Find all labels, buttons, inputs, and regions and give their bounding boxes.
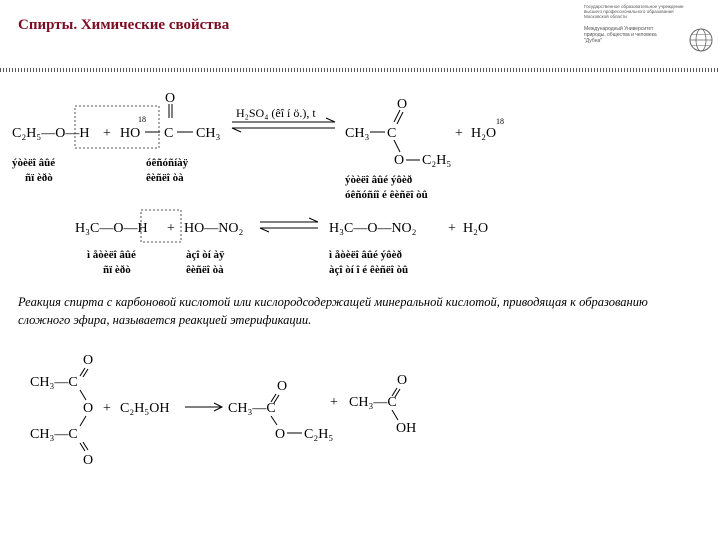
- acid-carbon: C: [164, 126, 174, 141]
- acid-name-label: êèñëî òà: [146, 172, 184, 184]
- acid-name-label: àçî òí àÿ: [186, 249, 225, 261]
- ester-name-label: àçî òí î é êèñëî òû: [329, 264, 409, 276]
- methyl-nitrate-formula: H₃C—O—NO₂: [329, 221, 417, 236]
- oxygen-isotope-label: 18: [138, 115, 146, 124]
- reaction-methanol-nitric: [75, 210, 488, 276]
- logo-line: Государственное образовательное учреждение: [584, 4, 684, 9]
- arrow-head: [326, 118, 335, 122]
- bond-line: [80, 416, 86, 426]
- acid-name-label: óêñóñíàÿ: [146, 157, 189, 169]
- reaction-condition: H₂SO₄ (êî í ö.), t: [236, 106, 316, 120]
- methanol-formula: H₃C—O—H: [75, 221, 148, 236]
- ester-name-label: óêñóñíî é êèñëî òû: [345, 189, 428, 201]
- plus-sign: +: [455, 126, 463, 141]
- water-formula: H₂O: [471, 126, 497, 141]
- bond-line: [271, 416, 277, 425]
- logo-line: Международный Университет: [584, 26, 654, 32]
- product-ethyl: C₂H₅: [422, 153, 452, 168]
- plus-sign: +: [167, 221, 175, 236]
- anhydride-top-group: CH₃—C: [30, 375, 78, 390]
- arrow-head: [260, 228, 269, 232]
- acid-methyl: CH₃: [196, 126, 221, 141]
- plus-sign: +: [103, 126, 111, 141]
- plus-sign: +: [448, 221, 456, 236]
- acetic-acid-group: CH₃—C: [349, 395, 397, 410]
- esterification-definition: Реакция спирта с карбоновой кислотой или кислородсодержащей минеральной кислотой, приводящая к образованию сложного эфира, называется реакцией этерификации.: [18, 295, 648, 327]
- ester-ethyl: C₂H₅: [304, 427, 334, 442]
- ester-acyl-group: CH₃—C: [228, 401, 276, 416]
- product-methyl: CH₃: [345, 126, 370, 141]
- reaction-ethanol-acetic: [12, 91, 504, 201]
- bond-line: [392, 410, 398, 420]
- nitric-acid-formula: HO—NO₂: [184, 221, 244, 236]
- product-carbon: C: [387, 126, 397, 141]
- logo-line: "Дубна": [584, 38, 603, 44]
- acid-carbonyl-oxygen: O: [165, 91, 176, 106]
- acid-hydroxyl: OH: [396, 421, 417, 436]
- ethanol-formula: C₂H₅—O—H: [12, 126, 90, 141]
- ester-carbonyl-oxygen: O: [277, 379, 288, 394]
- logo-line: высшего профессионального образования: [584, 9, 674, 15]
- anhydride-top-oxygen: O: [83, 353, 94, 368]
- acid-hydroxyl: HO: [120, 126, 141, 141]
- anhydride-reaction: [0, 350, 720, 530]
- alcohol-name-label: ñï èðò: [103, 264, 131, 276]
- bond-line: [80, 390, 86, 400]
- ester-name-label: ýòèëî âûé ýôèð: [345, 174, 413, 186]
- alcohol-name-label: ýòèëî âûé: [12, 157, 56, 169]
- ester-name-label: ì åòèëî âûé ýôèð: [329, 249, 403, 261]
- acid-carbonyl-oxygen: O: [397, 373, 408, 388]
- water-isotope-label: 18: [496, 117, 504, 126]
- product-ether-oxygen: O: [394, 153, 405, 168]
- ester-ether-oxygen: O: [275, 427, 286, 442]
- logo-line: природы, общества и человека: [584, 32, 657, 38]
- acid-name-label: êèñëî òà: [186, 264, 224, 276]
- anhydride-bottom-oxygen: O: [83, 453, 94, 468]
- arrow-head: [232, 128, 241, 132]
- arrow-head: [309, 218, 318, 222]
- plus-sign: +: [330, 395, 338, 410]
- product-carbonyl-oxygen: O: [397, 97, 408, 112]
- alcohol-name-label: ñï èðò: [25, 172, 53, 184]
- anhydride-bridge-oxygen: O: [83, 401, 94, 416]
- plus-sign: +: [103, 401, 111, 416]
- logo-line: Московской области: [584, 14, 627, 20]
- slide-title: Спирты. Химические свойства: [18, 17, 230, 33]
- water-formula: H₂O: [463, 221, 489, 236]
- alcohol-name-label: ì åòèëî âûé: [87, 249, 136, 261]
- bond-line: [394, 140, 400, 152]
- anhydride-bottom-group: CH₃—C: [30, 427, 78, 442]
- ethanol-formula: C₂H₅OH: [120, 401, 170, 416]
